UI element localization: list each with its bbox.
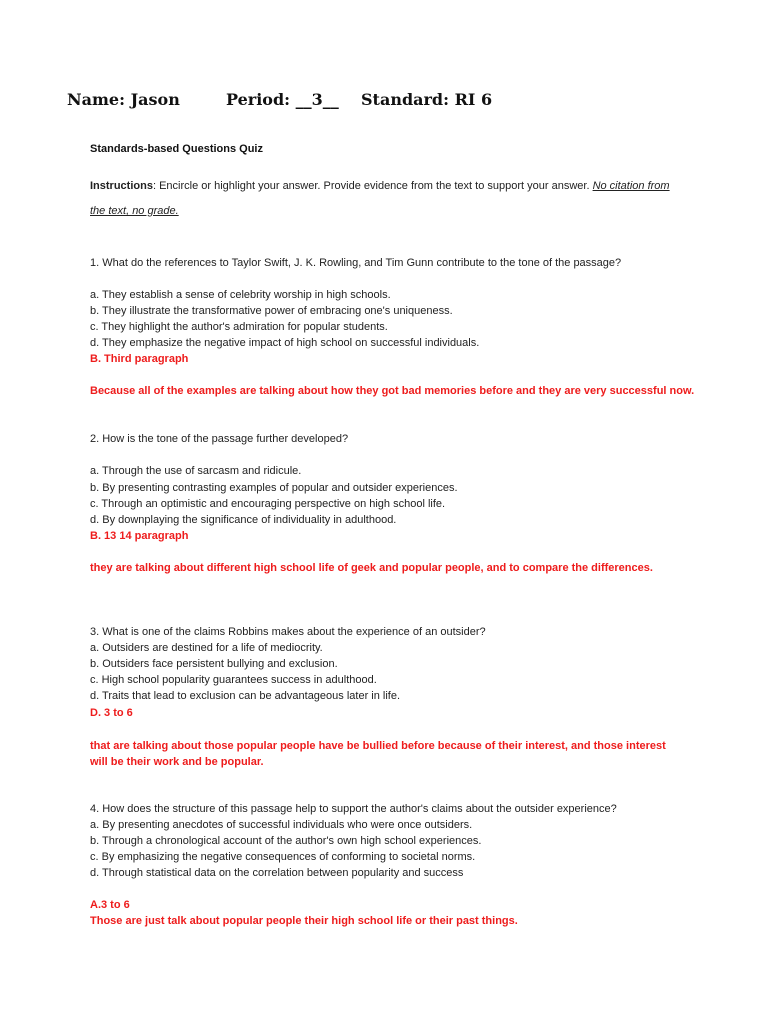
instructions-label: Instructions: [90, 180, 153, 192]
question-1-option-a[interactable]: a. They establish a sense of celebrity worship in high schools.: [90, 289, 391, 301]
question-3-answer: D. 3 to 6: [90, 707, 133, 719]
question-2-option-a[interactable]: a. Through the use of sarcasm and ridicule.: [90, 465, 302, 477]
question-4-answer: A.3 to 6: [90, 899, 130, 911]
question-4-option-c[interactable]: c. By emphasizing the negative consequences of conforming to societal norms.: [90, 851, 476, 863]
question-2-option-c[interactable]: c. Through an optimistic and encouraging perspective on high school life.: [90, 498, 446, 510]
question-2-option-d[interactable]: d. By downplaying the significance of individuality in adulthood.: [90, 514, 397, 526]
instructions-note: No citation from the text, no grade.: [90, 180, 670, 217]
question-3-option-b[interactable]: b. Outsiders face persistent bullying and exclusion.: [90, 658, 338, 670]
question-3-option-c[interactable]: c. High school popularity guarantees success in adulthood.: [90, 674, 377, 686]
question-4-option-b[interactable]: b. Through a chronological account of the author's own high school experiences.: [90, 835, 482, 847]
question-1-option-c[interactable]: c. They highlight the author's admiration for popular students.: [90, 321, 388, 333]
class-period: Period: __3__: [226, 90, 339, 109]
student-name: Name: Jason: [67, 90, 180, 109]
question-2-option-b[interactable]: b. By presenting contrasting examples of popular and outsider experiences.: [90, 482, 458, 494]
instructions: [90, 174, 670, 224]
question-4: 4. How does the structure of this passage help to support the author's claims about the outsider experience?: [90, 803, 617, 815]
question-1: 1. What do the references to Taylor Swift, J. K. Rowling, and Tim Gunn contribute to the tone of the passage?: [90, 257, 622, 269]
question-1-evidence: Because all of the examples are talking about how they got bad memories before and they are very successful now.: [90, 385, 695, 397]
question-1-answer: B. Third paragraph: [90, 353, 189, 365]
question-3: 3. What is one of the claims Robbins makes about the experience of an outsider?: [90, 626, 486, 638]
quiz-title: Standards-based Questions Quiz: [90, 143, 263, 155]
question-2: 2. How is the tone of the passage further developed?: [90, 433, 349, 445]
question-3-option-a[interactable]: a. Outsiders are destined for a life of mediocrity.: [90, 642, 323, 654]
question-2-answer: B. 13 14 paragraph: [90, 530, 189, 542]
question-1-option-d[interactable]: d. They emphasize the negative impact of high school on successful individuals.: [90, 337, 480, 349]
question-3-option-d[interactable]: d. Traits that lead to exclusion can be advantageous later in life.: [90, 690, 401, 702]
question-3-evidence: that are talking about those popular people have be bullied before because of their interest, and those interest will be their work and be popular.: [90, 740, 666, 768]
instructions-text: : Encircle or highlight your answer. Provide evidence from the text to support your answer.: [152, 180, 593, 192]
question-2-evidence: they are talking about different high school life of geek and popular people, and to compare the differences.: [90, 562, 653, 574]
question-4-option-a[interactable]: a. By presenting anecdotes of successful individuals who were once outsiders.: [90, 819, 473, 831]
standard-label: Standard: RI 6: [361, 90, 493, 109]
question-4-option-d[interactable]: d. Through statistical data on the correlation between popularity and success: [90, 867, 464, 879]
question-1-option-b[interactable]: b. They illustrate the transformative power of embracing one's uniqueness.: [90, 305, 453, 317]
question-4-evidence: Those are just talk about popular people their high school life or their past things.: [90, 915, 518, 927]
